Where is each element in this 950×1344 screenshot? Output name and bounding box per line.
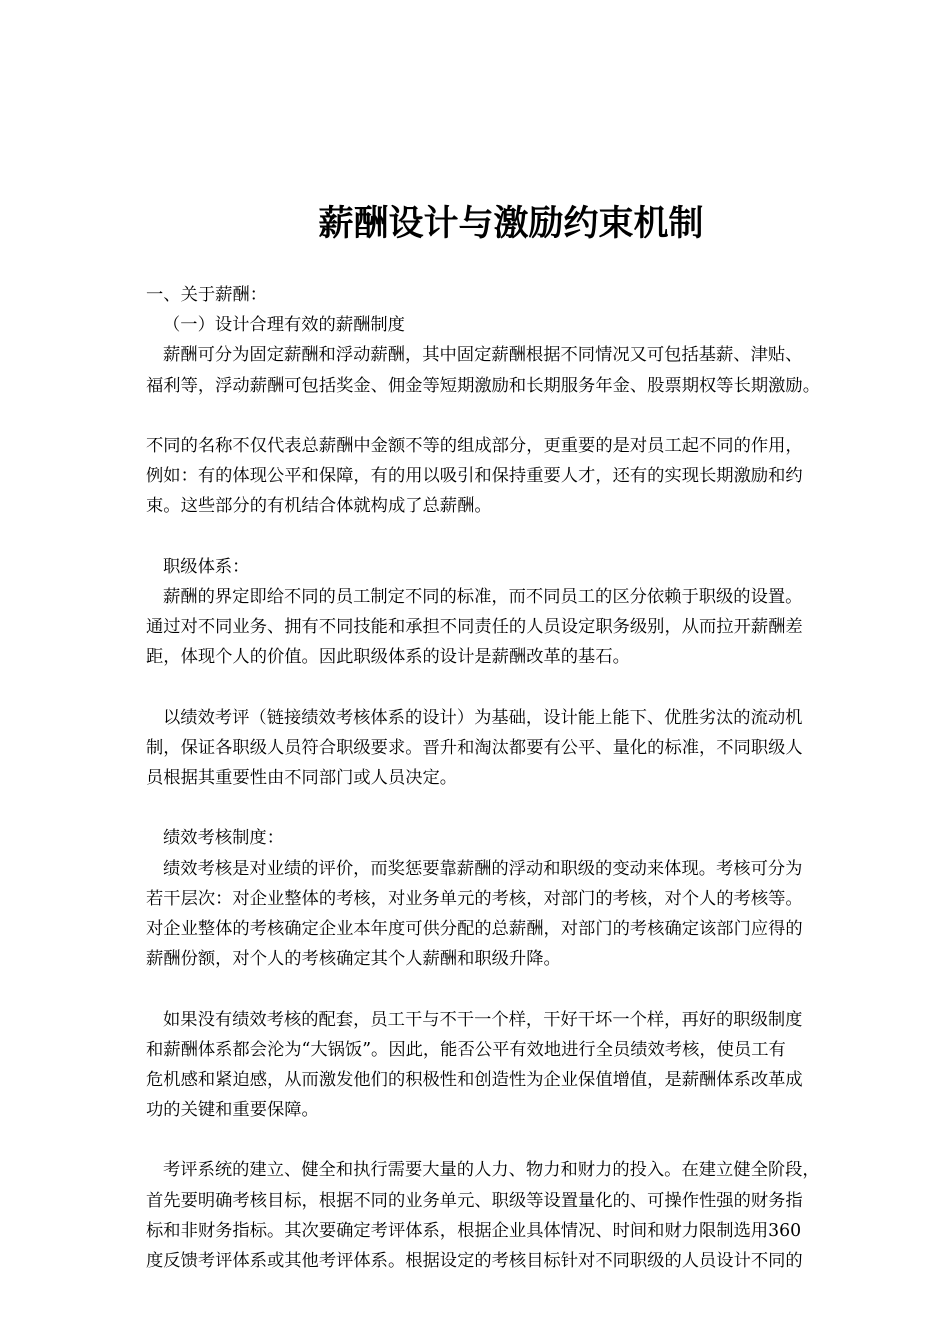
text-line: 以绩效考评（链接绩效考核体系的设计）为基础，设计能上能下、优胜劣汰的流动机 — [163, 707, 803, 728]
text-line: 员根据其重要性由不同部门或人员决定。 — [146, 768, 458, 788]
text-line: 束。这些部分的有机结合体就构成了总薪酬。 — [146, 496, 492, 517]
text-line: （一）设计合理有效的薪酬制度 — [163, 315, 405, 336]
text-line: 绩效考核是对业绩的评价，而奖惩要靠薪酬的浮动和职级的变动来体现。考核可分为 — [163, 858, 803, 879]
text-line: 若干层次：对企业整体的考核，对业务单元的考核，对部门的考核，对个人的考核等。 — [146, 888, 803, 909]
blank-line — [146, 522, 876, 552]
text-line: 福利等，浮动薪酬可包括奖金、佣金等短期激励和长期服务年金、股票期权等长期激励。 — [146, 375, 820, 396]
blank-line — [146, 793, 876, 823]
text-line: 对企业整体的考核确定企业本年度可供分配的总薪酬，对部门的考核确定该部门应得的 — [146, 918, 803, 939]
text-line: 薪酬可分为固定薪酬和浮动薪酬，其中固定薪酬根据不同情况又可包括基薪、津贴、 — [163, 345, 803, 366]
document-body — [146, 280, 876, 1276]
blank-line — [146, 401, 876, 431]
text-line: 首先要明确考核目标，根据不同的业务单元、职级等设置量化的、可操作性强的财务指 — [146, 1190, 803, 1211]
text-line: 薪酬份额，对个人的考核确定其个人薪酬和职级升降。 — [146, 949, 561, 970]
blank-line — [146, 672, 876, 702]
text-line: 功的关键和重要保障。 — [146, 1100, 319, 1121]
blank-line — [146, 1125, 876, 1155]
text-line: 考评系统的建立、健全和执行需要大量的人力、物力和财力的投入。在建立健全阶段， — [163, 1160, 820, 1181]
text-line: 标和非财务指标。其次要确定考评体系，根据企业具体情况、时间和财力限制选用360 — [146, 1220, 802, 1241]
text-line: 距，体现个人的价值。因此职级体系的设计是薪酬改革的基石。 — [146, 647, 630, 668]
text-line: 如果没有绩效考核的配套，员工干与不干一个样，干好干坏一个样，再好的职级制度 — [163, 1009, 803, 1030]
blank-line — [146, 974, 876, 1004]
text-line: 例如：有的体现公平和保障，有的用以吸引和保持重要人才，还有的实现长期激励和约 — [146, 466, 803, 487]
text-line: 通过对不同业务、拥有不同技能和承担不同责任的人员设定职务级别，从而拉开薪酬差 — [146, 617, 803, 638]
text-line: 危机感和紧迫感，从而激发他们的积极性和创造性为企业保值增值，是薪酬体系改革成 — [146, 1069, 803, 1090]
text-line: 一、关于薪酬： — [146, 285, 267, 305]
text-line: 度反馈考评体系或其他考评体系。根据设定的考核目标针对不同职级的人员设计不同的 — [146, 1251, 803, 1271]
text-line: 薪酬的界定即给不同的员工制定不同的标准，而不同员工的区分依赖于职级的设置。 — [163, 586, 803, 607]
text-line: 和薪酬体系都会沦为“大锅饭”。因此，能否公平有效地进行全员绩效考核，使员工有 — [146, 1039, 786, 1060]
text-line: 不同的名称不仅代表总薪酬中金额不等的组成部分，更重要的是对员工起不同的作用， — [146, 435, 803, 456]
text-line: 制，保证各职级人员符合职级要求。晋升和淘汰都要有公平、量化的标准，不同职级人 — [146, 737, 803, 758]
text-line: 绩效考核制度： — [163, 828, 284, 849]
document-title: 薪酬设计与激励约束机制 — [318, 203, 704, 244]
text-line: 职级体系： — [163, 556, 250, 577]
